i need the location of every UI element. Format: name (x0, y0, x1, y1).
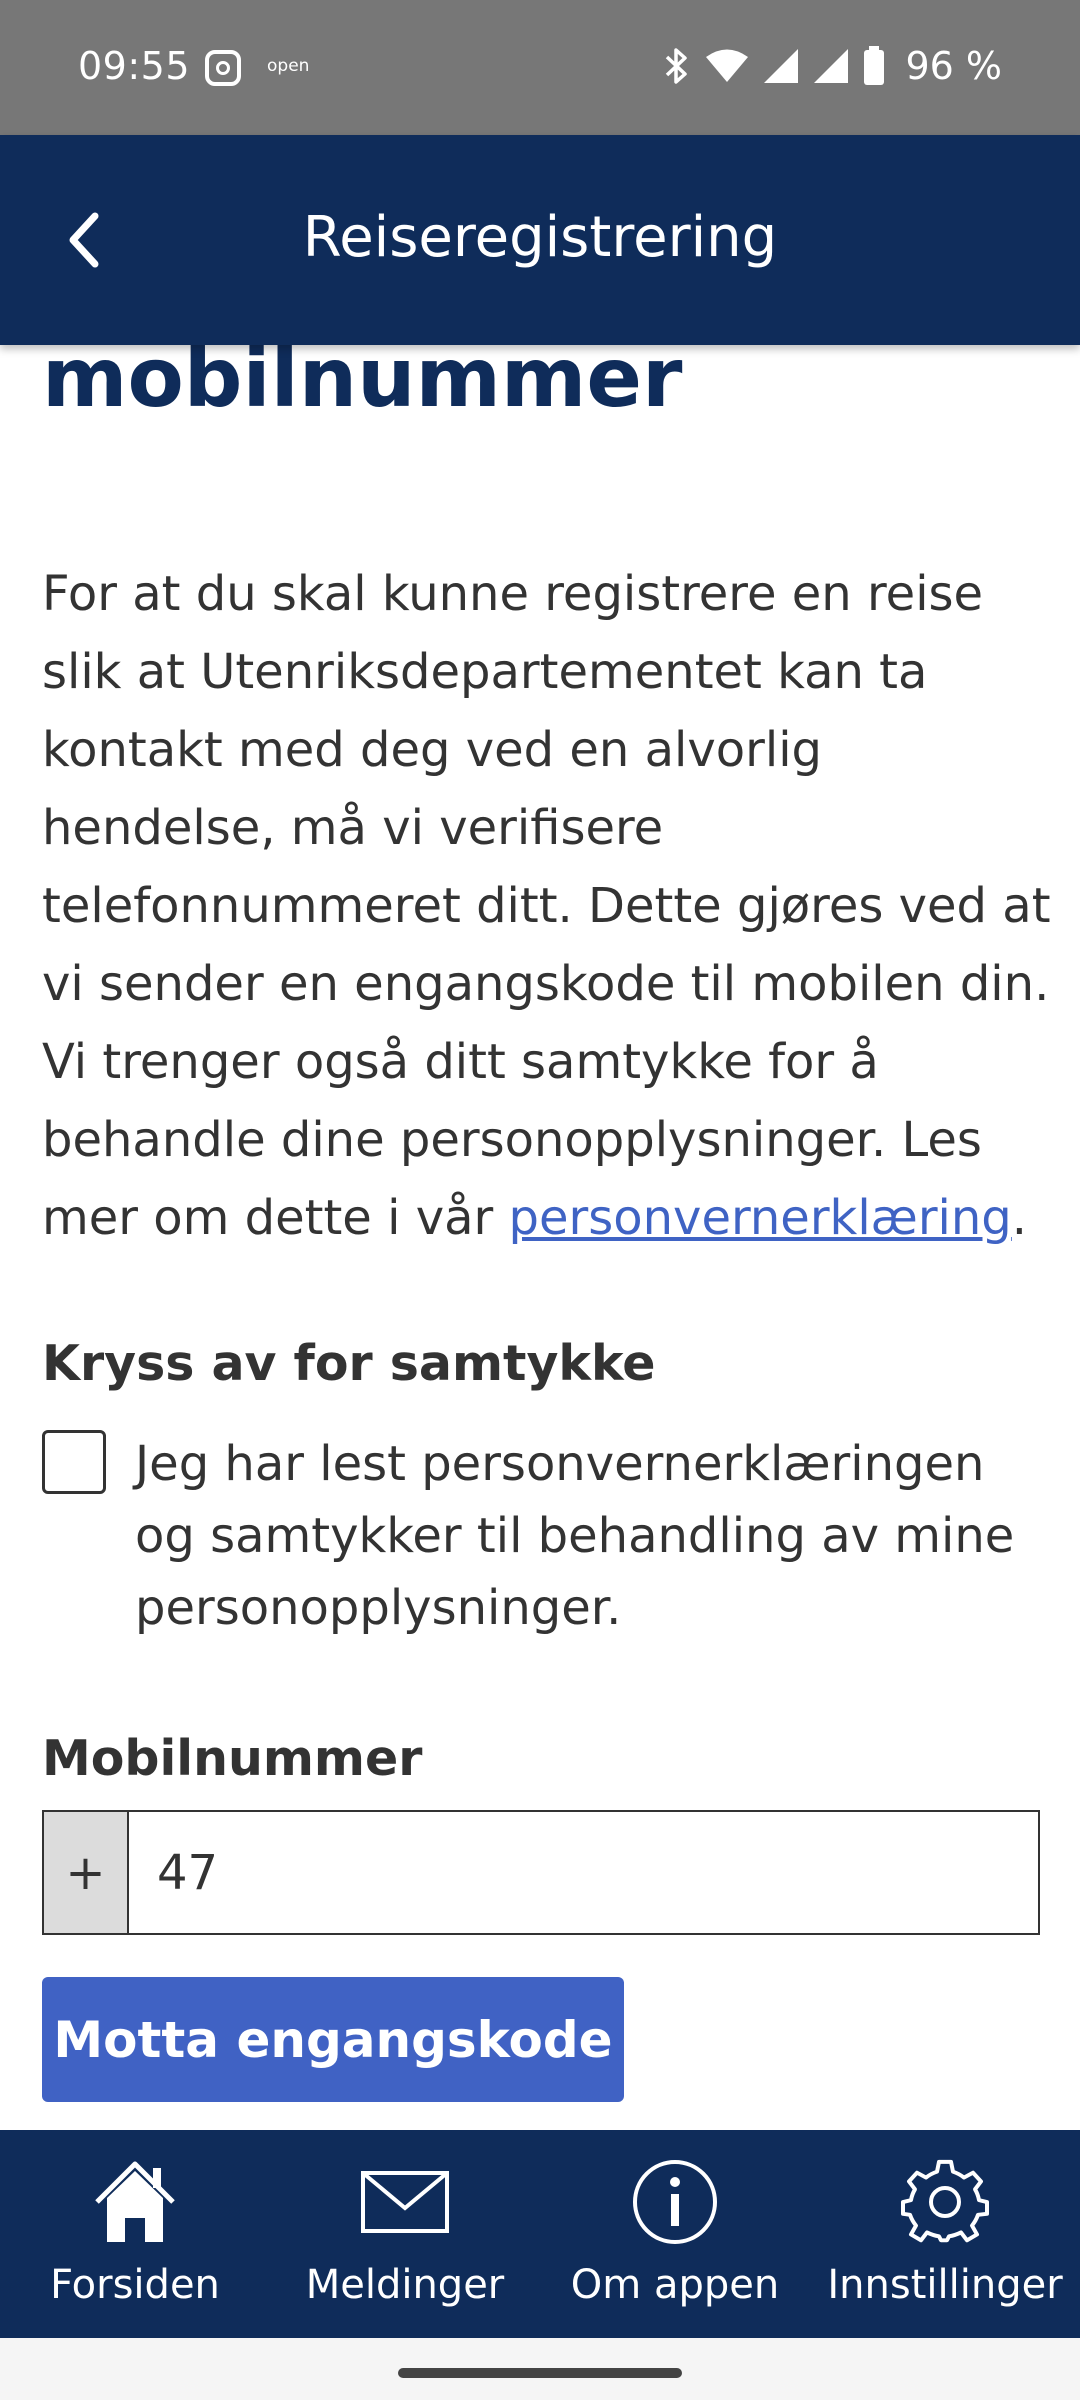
consent-label: Kryss av for samtykke (42, 1335, 656, 1392)
privacy-policy-link[interactable]: personvernerklæring (508, 1190, 1012, 1246)
signal-icon (763, 48, 799, 84)
nav-label-settings: Innstillinger (827, 2262, 1063, 2308)
bottom-navigation (0, 2130, 1080, 2338)
phone-input-group (42, 1810, 1040, 1935)
send-code-button[interactable]: Motta engangskode (42, 1977, 624, 2102)
consent-checkbox-label[interactable]: Jeg har lest personvernerklæringen og samtykker til behandling av mine personopplysninger. (135, 1436, 1015, 1636)
signal-icon-2 (813, 48, 849, 84)
info-icon (631, 2158, 719, 2246)
section-heading: mobilnummer (42, 345, 683, 426)
page-title: Reiseregistrering (302, 205, 778, 270)
wifi-icon (705, 48, 749, 84)
home-gesture-handle[interactable] (398, 2368, 682, 2378)
nav-label-home: Forsiden (50, 2262, 220, 2308)
app-bar (0, 135, 1080, 345)
nav-item-messages[interactable] (270, 2130, 540, 2338)
status-bar (0, 0, 1080, 135)
intro-paragraph (42, 555, 1052, 1257)
mobile-number-label: Mobilnummer (42, 1730, 423, 1787)
phone-number-input[interactable] (129, 1812, 1038, 1933)
status-indicators (661, 44, 1002, 88)
battery-percentage: 96 % (905, 44, 1002, 88)
phone-prefix: + (44, 1812, 129, 1933)
intro-end: . (1011, 1190, 1028, 1246)
status-notification-text: open (267, 56, 310, 76)
nav-item-about[interactable] (540, 2130, 810, 2338)
home-icon (89, 2158, 181, 2246)
instagram-icon (205, 50, 241, 86)
nav-label-messages: Meldinger (305, 2262, 505, 2308)
consent-checkbox[interactable] (42, 1430, 106, 1494)
nav-item-home[interactable] (0, 2130, 270, 2338)
status-time: 09:55 (78, 44, 191, 88)
battery-icon (863, 46, 885, 86)
gear-icon (901, 2158, 989, 2246)
intro-text: For at du skal kunne registrere en reise slik at Utenriksdepartementet kan ta kontakt med deg ved en alvorlig hendelse, må vi verifisere telefonnummeret ditt. Dette gjøres ved at vi sender en engangskode til mobilen din. Vi trenger også ditt samtykke for å behandle dine personopplysninger. Les mer om dette i vår (42, 566, 1051, 1246)
main-content[interactable] (0, 345, 1080, 2130)
envelope-icon (360, 2170, 450, 2234)
gesture-area (0, 2338, 1080, 2400)
bluetooth-icon (661, 46, 691, 86)
nav-label-about: Om appen (570, 2262, 780, 2308)
nav-item-settings[interactable] (810, 2130, 1080, 2338)
